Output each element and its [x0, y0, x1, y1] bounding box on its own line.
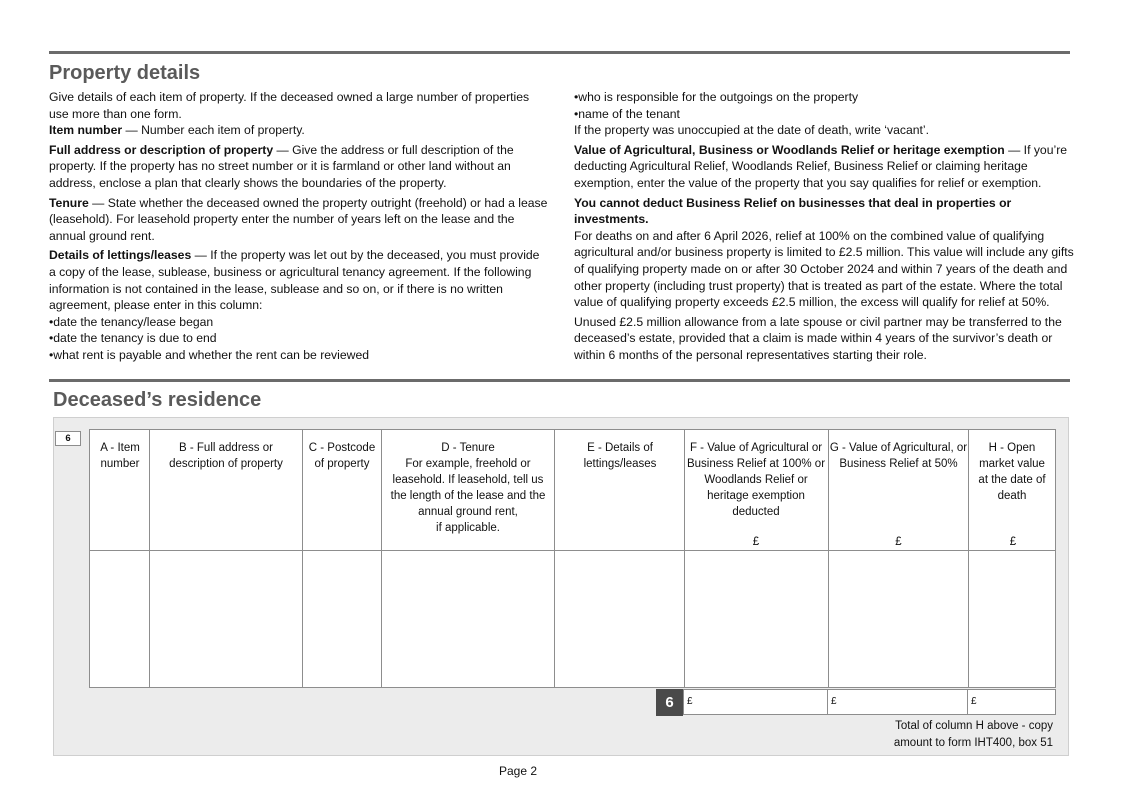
property-left-column [49, 89, 549, 364]
total-note-line1: Total of column H above - copy [895, 720, 1053, 732]
input-relief-50[interactable] [829, 551, 968, 687]
input-market-value[interactable] [969, 551, 1055, 687]
input-postcode[interactable] [303, 551, 381, 687]
item-number-label: Item number [49, 123, 123, 138]
tenure-label: Tenure [49, 195, 89, 210]
relief-text: — If you’re deducting Agricultural Relief, Woodlands Relief, Business Relief or claiming heritage exemption, enter the value of the property that you say qualifies for relief or exemption. [574, 142, 1068, 190]
residence-rule [49, 379, 1070, 382]
header-item-number: A - Item number [100, 442, 140, 470]
page-number: Page 2 [498, 764, 538, 778]
input-lettings[interactable] [555, 551, 684, 687]
box-number: 6 [55, 431, 81, 446]
tenure-para [49, 195, 549, 245]
property-right-column [574, 89, 1079, 367]
total-note-line2: amount to form IHT400, box 51 [893, 737, 1053, 749]
header-lettings: E - Details of lettings/leases [583, 442, 657, 470]
input-address[interactable] [150, 551, 302, 687]
property-details-title: Property details [49, 62, 201, 84]
lettings-label: Details of lettings/leases [49, 248, 192, 263]
header-relief-50: G - Value of Agricultural, or Business Relief at 50% [829, 442, 968, 470]
total-box-number: 6 [656, 689, 683, 716]
header-relief-100: F - Value of Agricultural or Business Relief at 100% or Woodlands Relief or heritage exemption deducted [686, 442, 826, 518]
total-market-value-input[interactable]: £ [967, 689, 1056, 715]
header-address: B - Full address or description of property [169, 442, 283, 470]
input-tenure[interactable] [382, 551, 554, 687]
residence-title: Deceased’s residence [53, 389, 262, 411]
bullet-item: • who is responsible for the outgoings on the property [574, 89, 1079, 106]
unused-allowance-text: Unused £2.5 million allowance from a late spouse or civil partner may be transferred to the deceased’s estate, provided that a claim is made within 4 years of the survivor’s death or within 6 months of the personal representatives starting their role. [574, 314, 1062, 362]
item-number-text: — Number each item of property. [122, 123, 305, 138]
relief-label: Value of Agricultural, Business or Woodlands Relief or heritage exemption [574, 142, 1005, 157]
total-relief-50-input[interactable]: £ [827, 689, 968, 715]
item-number-para [49, 122, 549, 139]
bullet-item: • date the tenancy/lease began [49, 314, 549, 331]
pound-sign: £ [752, 536, 760, 548]
cannot-deduct-text [574, 195, 1079, 228]
pound-sign: £ [895, 536, 902, 548]
header-market-value: H - Open market value at the date of death [978, 442, 1046, 502]
intro-text: Give details of each item of property. If the deceased owned a large number of properties use more than one form. [49, 90, 530, 121]
pound-sign: £ [1009, 536, 1017, 548]
address-para [49, 142, 549, 192]
lettings-text: — If the property was let out by the deceased, you must provide a copy of the lease, sublease, business or agricultural tenancy agreement. If the following information is not contained in the lease, sublease and so on, or if there is no written agreement, please enter in this column: [49, 248, 540, 313]
header-tenure: D - Tenure For example, freehold or leasehold. If leasehold, tell us the length of the lease and the annual ground rent, if applicable. [390, 442, 546, 534]
total-note [860, 718, 1053, 752]
input-relief-100[interactable] [685, 551, 828, 687]
residence-table [89, 429, 1056, 688]
bullet-item: • date the tenancy is due to end [49, 330, 549, 347]
tenure-text: — State whether the deceased owned the property outright (freehold) or had a lease (leasehold). For leasehold property enter the number of years left on the lease and the annual ground rent. [49, 195, 548, 243]
total-relief-100-input[interactable]: £ [683, 689, 828, 715]
header-postcode: C - Postcode of property [308, 442, 376, 470]
address-text: — Give the address or full description of the property. If the property has no street number or it is farmland or other land without an address, enclose a plan that clearly shows the boundaries of the property. [49, 142, 514, 190]
bullet-item: • what rent is payable and whether the rent can be reviewed [49, 347, 549, 364]
input-item-number[interactable] [91, 551, 149, 687]
cannot-deduct-bold: You cannot deduct Business Relief on businesses that deal in properties or investments. [574, 195, 1012, 227]
vacant-text: If the property was unoccupied at the date of death, write ‘vacant’. [574, 123, 930, 138]
deaths-after-text: For deaths on and after 6 April 2026, relief at 100% on the combined value of qualifying agricultural and/or business property is limited to £2.5 million. This value will include any gifts of qualifying property made on or after 30 October 2024 and within 7 years of the death and other property (including trust property) that is treated as part of the estate. Where the total value of qualifying property exceeds £2.5 million, the excess will qualify for relief at 50%. [574, 228, 1074, 310]
bullet-item: • name of the tenant [574, 106, 1079, 123]
relief-para [574, 142, 1079, 192]
top-rule [49, 51, 1070, 54]
address-label: Full address or description of property [49, 142, 274, 157]
lettings-para [49, 247, 549, 313]
